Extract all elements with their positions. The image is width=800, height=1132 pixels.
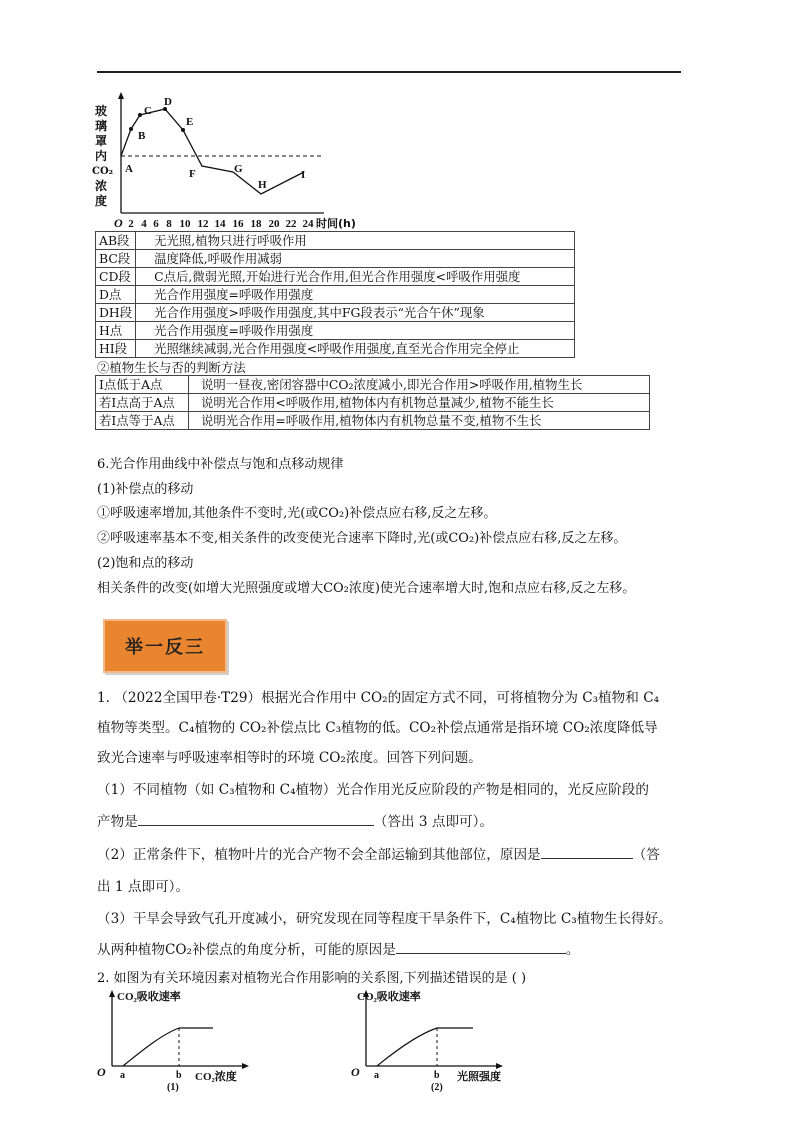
practice-banner: [103, 619, 227, 673]
table-row: 若I点等于A点 说明光合作用=呼吸作用,植物体内有机物总量不变,植物不生长: [96, 412, 650, 430]
figure1-tick: 20: [268, 218, 280, 230]
fig-b-x-label: 光照强度: [457, 1071, 501, 1083]
q2-stem: 2. 如图为有关环境因素对植物光合作用影响的关系图,下列描述错误的是 ( ): [97, 971, 527, 986]
table-row: I点低于A点 说明一昼夜,密闭容器中CO₂浓度减小,即光合作用>呼吸作用,植物生长: [96, 376, 650, 394]
figure1-label-i: I: [301, 169, 306, 181]
figure-light-intensity: [349, 988, 529, 1092]
q1-line1: 1. （2022全国甲卷·T29）根据光合作用中 CO₂的固定方式不同，可将植物分为 C₃植物和 C₄: [97, 690, 660, 706]
figure1-label-c: C: [144, 105, 152, 117]
section6-item1: ①呼吸速率增加,其他条件不变时,光(或CO₂)补偿点应右移,反之左移。: [97, 506, 497, 521]
figure1-tick: 8: [166, 218, 172, 230]
section6-sub2: (2)饱和点的移动: [97, 556, 194, 571]
q1-line2: 植物等类型。C₄植物的 CO₂补偿点比 C₃植物的低。CO₂补偿点通常是指环境 CO₂浓度降低导: [97, 720, 658, 736]
figure1-tick: 18: [250, 218, 262, 230]
figure1-point-b: [129, 127, 133, 131]
fig-b-origin: O: [351, 1065, 360, 1079]
q1-part1-line1: （1）不同植物（如 C₃植物和 C₄植物）光合作用光反应阶段的产物是相同的，光反应阶段的: [97, 782, 649, 798]
figure-co2-concentration: [95, 988, 270, 1092]
fig-b-caption: (2): [431, 1082, 443, 1092]
figure1-label-f: F: [189, 168, 196, 180]
table-row: CD段 C点后,微弱光照,开始进行光合作用,但光合作用强度<呼吸作用强度: [96, 268, 575, 286]
growth-judgment-heading: ②植物生长与否的判断方法: [97, 360, 246, 375]
fig-a-point-a: a: [120, 1070, 125, 1081]
figure1-label-h: H: [258, 179, 267, 191]
figure1-curve: [121, 109, 304, 194]
figure1-label-d: D: [164, 96, 172, 108]
figure1-point-e: [181, 128, 185, 132]
figure1-label-g: G: [234, 163, 243, 175]
answer-blank-1[interactable]: [138, 813, 374, 826]
answer-blank-2[interactable]: [541, 846, 633, 859]
figure1-tick: 10: [179, 218, 191, 230]
figure1-origin: O: [114, 216, 123, 230]
q1-part3-line1: （3）干旱会导致气孔开度减小，研究发现在同等程度干旱条件下，C₄植物比 C₃植物生长得好。: [97, 911, 672, 927]
table-row: BC段 温度降低,呼吸作用减弱: [96, 250, 575, 268]
section6-title: 6.光合作用曲线中补偿点与饱和点移动规律: [97, 457, 344, 472]
figure1-co2-curve: [92, 88, 372, 233]
q1-part2-line1: （2）正常条件下，植物叶片的光合产物不会全部运输到其他部位，原因是 （答: [97, 847, 660, 863]
section6-sub1: (1)补偿点的移动: [97, 482, 194, 497]
table-row: AB段 无光照,植物只进行呼吸作用: [96, 232, 575, 250]
fig-b-point-a: a: [374, 1070, 379, 1081]
fig-a-point-b: b: [176, 1070, 182, 1081]
segment-table: [95, 231, 575, 358]
header-rule: [97, 71, 681, 73]
curve-2: [377, 1028, 473, 1066]
table-row: H点 光合作用强度=呼吸作用强度: [96, 322, 575, 340]
table-row: D点 光合作用强度=呼吸作用强度: [96, 286, 575, 304]
figure1-tick: 14: [214, 218, 226, 230]
table-row: DH段 光合作用强度>呼吸作用强度,其中FG段表示“光合午休”现象: [96, 304, 575, 322]
table-row: HI段 光照继续减弱,光合作用强度<呼吸作用强度,直至光合作用完全停止: [96, 340, 575, 358]
figure1-tick: 12: [197, 218, 209, 230]
q1-part1-line2: 产物是 （答出 3 点即可）。: [97, 814, 494, 830]
figure1-tick: 4: [141, 218, 147, 230]
answer-blank-3[interactable]: [396, 941, 566, 954]
section6-item2: ②呼吸速率基本不变,相关条件的改变使光合速率下降时,光(或CO₂)补偿点应右移,反之左移。: [97, 531, 627, 546]
curve-1: [123, 1028, 213, 1066]
figure1-tick: 16: [232, 218, 244, 230]
q1-line3: 致光合速率与呼吸速率相等时的环境 CO₂浓度。回答下列问题。: [97, 750, 482, 766]
figure1-tick: 22: [285, 218, 297, 230]
practice-banner-label: 举一反三: [125, 637, 205, 658]
figure1-tick: 2: [128, 218, 134, 230]
table-row: 若I点高于A点 说明光合作用<呼吸作用,植物体内有机物总量减少,植物不能生长: [96, 394, 650, 412]
fig-b-point-b: b: [434, 1070, 440, 1081]
fig-a-x-label: CO₂浓度: [195, 1071, 237, 1083]
figure1-label-b: B: [138, 130, 146, 142]
growth-judgment-table: [95, 375, 650, 430]
fig-b-y-label: CO₂吸收速率: [357, 991, 421, 1003]
figure1-y-label: 玻 璃 罩 内 CO₂ 浓 度: [92, 104, 114, 208]
q1-part2-line2: 出 1 点即可）。: [97, 879, 190, 895]
figure1-point-c: [138, 113, 142, 117]
q1-part3-line2: 从两种植物CO₂补偿点的角度分析，可能的原因是 。: [97, 942, 580, 958]
figure1-y-arrow: [118, 92, 124, 99]
figure1-label-e: E: [186, 116, 194, 128]
fig-a-y-label: CO₂吸收速率: [117, 991, 181, 1003]
fig-a-caption: (1): [167, 1082, 179, 1092]
figure1-tick: 6: [153, 218, 159, 230]
figure1-label-a: A: [125, 163, 133, 175]
section6-item3: 相关条件的改变(如增大光照强度或增大CO₂浓度)使光合速率增大时,饱和点应右移,反之左移。: [97, 581, 636, 596]
figure1-x-label: 时间(h): [316, 217, 356, 230]
figure1-tick: 24: [302, 218, 314, 230]
fig-a-origin: O: [97, 1065, 106, 1079]
